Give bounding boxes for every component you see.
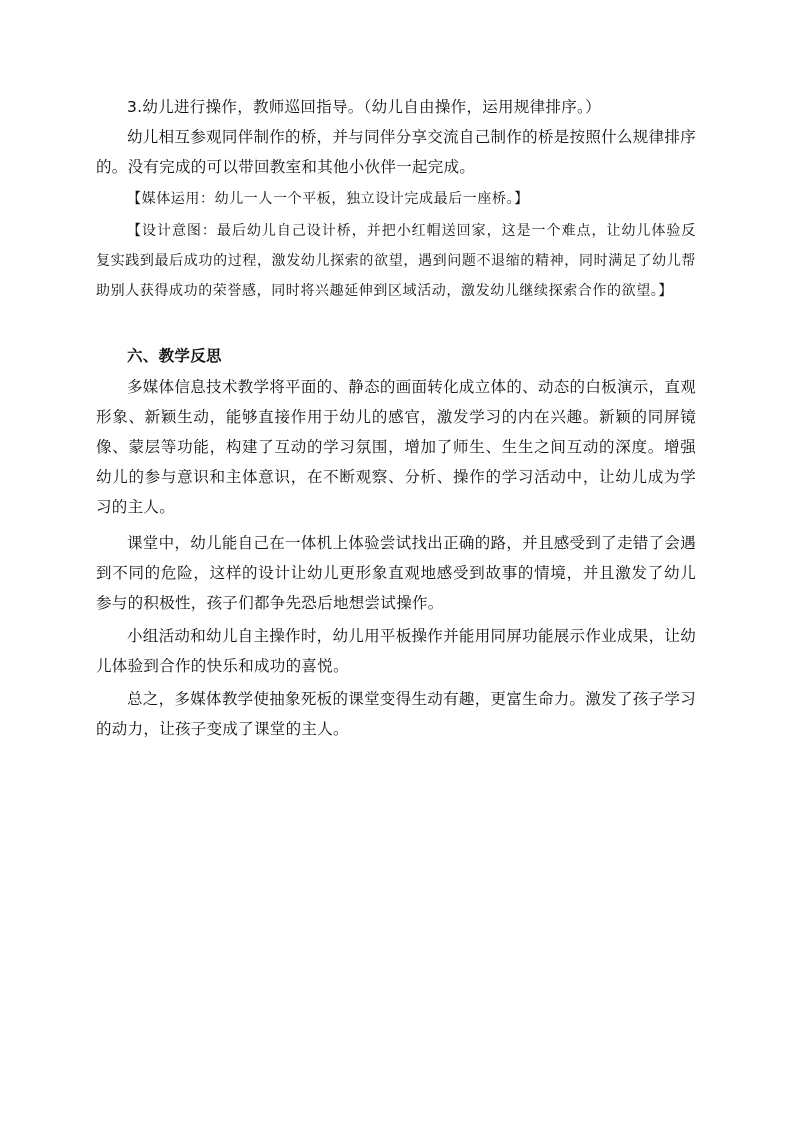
section-heading-reflection: 六、教学反思 (127, 347, 222, 365)
paragraph-reflection-2: 课堂中，幼儿能自己在一体机上体验尝试找出正确的路，并且感受到了走错了会遇到不同的危险，这样的设计让幼儿更形象直观地感受到故事的情境，并且激发了幼儿参与的积极性，孩子们都争先恐后地想尝试操作。 (96, 534, 696, 612)
paragraph-step-3: 3.幼儿进行操作，教师巡回指导。（幼儿自由操作，运用规律排序。） (127, 98, 601, 116)
paragraph-media-use: 【媒体运用：幼儿一人一个平板，独立设计完成最后一座桥。】 (127, 191, 529, 207)
paragraph-reflection-1: 多媒体信息技术教学将平面的、静态的画面转化成立体的、动态的白板演示，直观形象、新颖生动，能够直接作用于幼儿的感官，激发学习的内在兴趣。新颖的同屏镜像、蒙层等功能，构建了互动的学习氛围，增加了师生、生生之间互动的深度。增强幼儿的参与意识和主体意识，在不断观察、分析、操作的学习活动中，让幼儿成为学习的主人。 (96, 378, 696, 516)
paragraph-conclusion: 总之，多媒体教学使抽象死板的课堂变得生动有趣，更富生命力。激发了孩子学习的动力，让孩子变成了课堂的主人。 (96, 690, 696, 738)
paragraph-reflection-3: 小组活动和幼儿自主操作时，幼儿用平板操作并能用同屏功能展示作业成果，让幼儿体验到合作的快乐和成功的喜悦。 (96, 627, 696, 675)
paragraph-design-intent: 【设计意图：最后幼儿自己设计桥，并把小红帽送回家，这是一个难点，让幼儿体验反复实践到最后成功的过程，激发幼儿探索的欲望，遇到问题不退缩的精神，同时满足了幼儿帮助别人获得成功的荣誉感，同时将兴趣延伸到区域活动，激发幼儿继续探索合作的欲望。】 (96, 223, 696, 299)
paragraph-peer-review: 幼儿相互参观同伴制作的桥，并与同伴分享交流自己制作的桥是按照什么规律排序的。没有完成的可以带回教室和其他小伙伴一起完成。 (96, 128, 696, 176)
